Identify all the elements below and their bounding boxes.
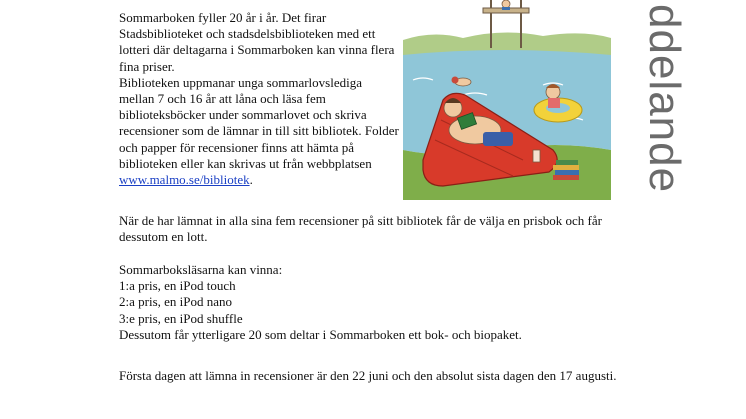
prizes-section: [119, 262, 619, 343]
review-info-paragraph: [119, 213, 619, 245]
intro-paragraph-2-text: Biblioteken uppmanar unga sommarlovslediga mellan 7 och 16 år att låna och läsa fem biblioteksböcker under sommarlovet och skriva recensioner som de lämnar in till sitt bibliotek. Folder och papper för recensioner finns att hämta på biblioteken eller kan skrivas ut från webbplatsen: [119, 74, 399, 171]
review-info-text: När de har lämnat in alla sina fem recensioner på sitt bibliotek får de välja en prisbok och får dessutom en lott.: [119, 213, 602, 245]
side-label-vertical: ddelande: [640, 4, 689, 194]
summer-reading-illustration: [403, 0, 611, 200]
prizes-extra: Dessutom får ytterligare 20 som deltar i Sommarboken ett bok- och biopaket.: [119, 326, 522, 342]
prize-item-1: 1:a pris, en iPod touch: [119, 278, 236, 294]
prize-item-2: 2:a pris, en iPod nano: [119, 294, 233, 310]
dates-paragraph: [119, 368, 619, 384]
intro-paragraph-1: Sommarboken fyller 20 år i år. Det firar Stadsbiblioteket och stadsdelsbiblioteken med ett lotteri där deltagarna i Sommarboken kan vinna flera fina priser.: [119, 10, 395, 74]
intro-paragraph-2-end: .: [249, 172, 253, 188]
intro-text-column: [119, 10, 399, 188]
prize-item-3: 3:e pris, en iPod shuffle: [119, 310, 243, 326]
dates-text: Första dagen att lämna in recensioner är den 22 juni och den absolut sista dagen den 17 augusti.: [119, 368, 617, 383]
intro-paragraph-2: [119, 75, 399, 188]
prizes-heading: Sommarboksläsarna kan vinna:: [119, 262, 283, 277]
library-website-link[interactable]: www.malmo.se/bibliotek: [119, 172, 250, 188]
